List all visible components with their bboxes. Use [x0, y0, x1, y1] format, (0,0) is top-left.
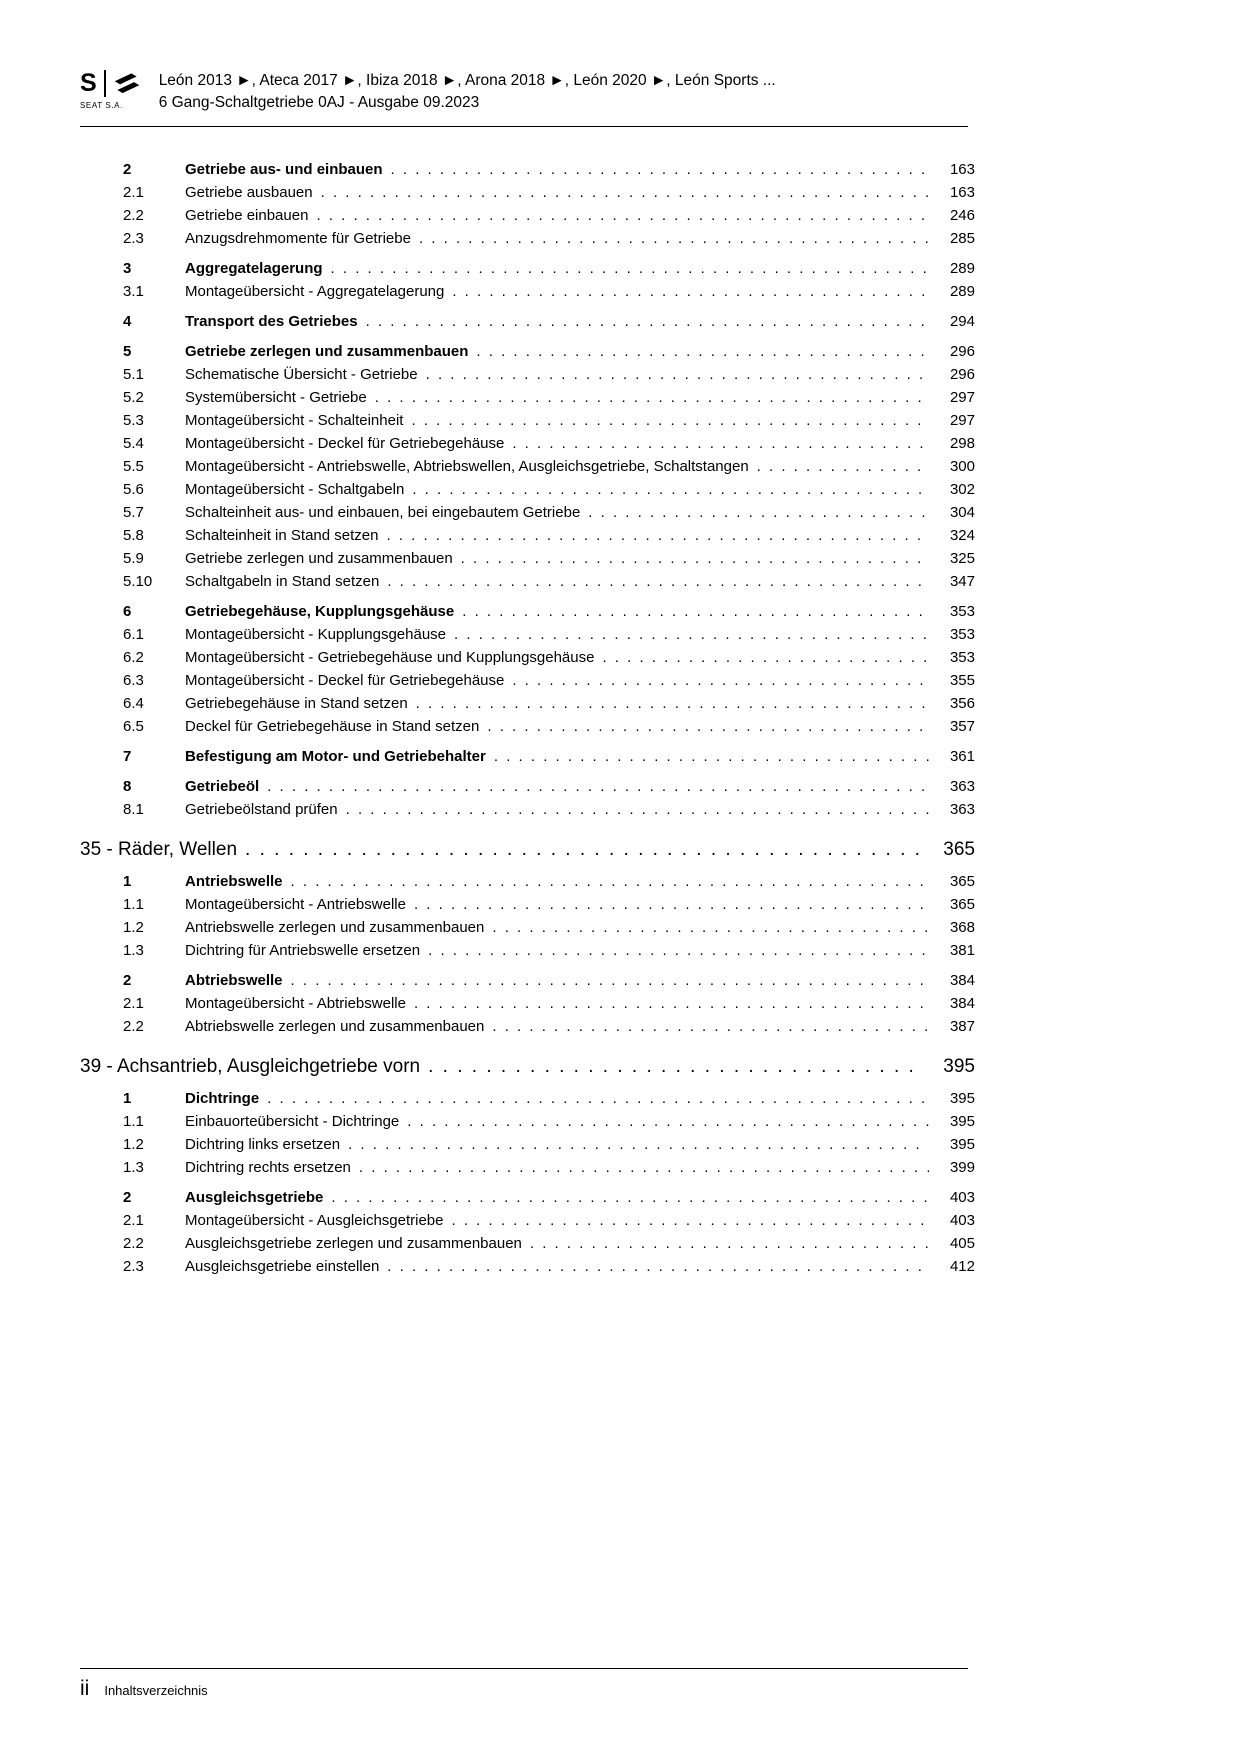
- toc-entry[interactable]: [80, 1156, 975, 1179]
- toc-entry-label: Dichtring rechts ersetzen: [185, 1159, 351, 1176]
- toc-entry-number: 2.1: [123, 1212, 144, 1229]
- toc-entry-page: 294: [949, 313, 975, 330]
- toc-leader-dots: [412, 478, 929, 501]
- toc-leader-dots: [419, 227, 929, 250]
- toc-leader-dots: [391, 158, 929, 181]
- toc-entry-number: 6: [123, 603, 132, 620]
- toc-entry[interactable]: [80, 1053, 975, 1080]
- toc-entry-label: Befestigung am Motor- und Getriebehalter: [185, 748, 486, 765]
- toc-entry[interactable]: [80, 227, 975, 250]
- toc-entry-label: Getriebeölstand prüfen: [185, 801, 338, 818]
- toc-entry-number: 2: [123, 1189, 132, 1206]
- toc-entry-page: 403: [949, 1189, 975, 1206]
- toc-entry-page: 300: [949, 458, 975, 475]
- toc-entry-label: Montageübersicht - Schaltgabeln: [185, 481, 405, 498]
- toc-entry-label: Getriebegehäuse in Stand setzen: [185, 695, 408, 712]
- toc-entry-number: 2.3: [123, 1258, 144, 1275]
- toc-entry-label: Schematische Übersicht - Getriebe: [185, 366, 418, 383]
- toc-entry-page: 395: [949, 1113, 975, 1130]
- toc-entry-page: 298: [949, 435, 975, 452]
- toc-entry-label: Schalteinheit in Stand setzen: [185, 527, 379, 544]
- toc-entry-label: Transport des Getriebes: [185, 313, 358, 330]
- toc-entry-number: 8.1: [123, 801, 144, 818]
- toc-entry-page: 353: [949, 626, 975, 643]
- toc-entry-page: 285: [949, 230, 975, 247]
- toc-entry-page: 395: [943, 1056, 975, 1077]
- toc-entry-page: 296: [949, 343, 975, 360]
- toc-entry-label: Montageübersicht - Deckel für Getriebegehäuse: [185, 672, 505, 689]
- toc-entry-number: 5.1: [123, 366, 144, 383]
- toc-entry-number: 5.5: [123, 458, 144, 475]
- toc-entry-page: 357: [949, 718, 975, 735]
- toc-entry-label: Getriebeöl: [185, 778, 260, 795]
- toc-entry-page: 353: [949, 649, 975, 666]
- toc-entry-page: 361: [949, 748, 975, 765]
- toc-entry-label: Deckel für Getriebegehäuse in Stand setzen: [185, 718, 480, 735]
- toc-entry[interactable]: [80, 501, 975, 524]
- toc-entry[interactable]: [80, 310, 975, 333]
- toc-entry-number: 1.2: [123, 1136, 144, 1153]
- brand-name: SEAT S.A.: [80, 101, 123, 110]
- toc-leader-dots: [267, 1087, 929, 1110]
- toc-entry-number: 5.6: [123, 481, 144, 498]
- toc-leader-dots: [359, 1156, 929, 1179]
- toc-entry[interactable]: [80, 455, 975, 478]
- toc-entry-page: 412: [949, 1258, 975, 1275]
- toc-entry-label: Getriebe einbauen: [185, 207, 309, 224]
- toc-entry-number: 5.10: [123, 573, 153, 590]
- toc-entry-number: 5.8: [123, 527, 144, 544]
- toc-entry-number: 8: [123, 778, 132, 795]
- toc-entry-label: Abtriebswelle: [185, 972, 283, 989]
- toc-entry-number: 2.1: [123, 995, 144, 1012]
- toc-entry-page: 355: [949, 672, 975, 689]
- toc-leader-dots: [387, 1255, 929, 1278]
- toc-leader-dots: [386, 524, 929, 547]
- toc-entry-number: 2: [123, 161, 132, 178]
- toc-entry[interactable]: [80, 623, 975, 646]
- toc-entry[interactable]: [80, 1232, 975, 1255]
- toc-entry[interactable]: [80, 1110, 975, 1133]
- toc-entry-page: 296: [949, 366, 975, 383]
- toc-entry[interactable]: [80, 340, 975, 363]
- toc-entry-number: 1: [123, 1090, 132, 1107]
- toc-entry-page: 395: [949, 1090, 975, 1107]
- toc-entry-number: 5.9: [123, 550, 144, 567]
- toc-entry-label: Getriebe ausbauen: [185, 184, 313, 201]
- toc-entry[interactable]: [80, 1186, 975, 1209]
- toc-entry-page: 304: [949, 504, 975, 521]
- toc-entry-page: 403: [949, 1212, 975, 1229]
- toc-entry[interactable]: [80, 478, 975, 501]
- toc-entry[interactable]: [80, 1209, 975, 1232]
- toc-leader-dots: [416, 692, 929, 715]
- toc-entry[interactable]: [80, 204, 975, 227]
- toc-leader-dots: [346, 798, 929, 821]
- toc-entry-number: 5.3: [123, 412, 144, 429]
- toc-entry[interactable]: [80, 363, 975, 386]
- toc-entry[interactable]: [80, 775, 975, 798]
- toc-leader-dots: [348, 1133, 929, 1156]
- toc-leader-dots: [492, 916, 929, 939]
- toc-entry-label: Getriebe zerlegen und zusammenbauen: [185, 550, 453, 567]
- toc-entry-label: Montageübersicht - Antriebswelle, Abtriebswellen, Ausgleichsgetriebe, Schaltstangen: [185, 458, 749, 475]
- toc-entry-page: 356: [949, 695, 975, 712]
- toc-entry[interactable]: [80, 916, 975, 939]
- toc-entry-page: 384: [949, 972, 975, 989]
- toc-leader-dots: [414, 893, 929, 916]
- toc-entry-number: 2.3: [123, 230, 144, 247]
- toc-entry-page: 381: [949, 942, 975, 959]
- toc-entry-number: 2.1: [123, 184, 144, 201]
- model-list: León 2013 ►, Ateca 2017 ►, Ibiza 2018 ►, Arona 2018 ►, León 2020 ►, León Sports ...: [158, 72, 776, 89]
- toc-leader-dots: [462, 600, 929, 623]
- toc-entry-page: 365: [949, 873, 975, 890]
- toc-entry-page: 297: [949, 412, 975, 429]
- toc-leader-dots: [375, 386, 929, 409]
- seat-emblem-icon: [113, 71, 141, 95]
- toc-entry-page: 365: [949, 896, 975, 913]
- toc-leader-dots: [245, 836, 921, 863]
- toc-entry-label: Dichtring für Antriebswelle ersetzen: [185, 942, 421, 959]
- toc-entry-number: 2: [123, 972, 132, 989]
- toc-entry-number: 1.2: [123, 919, 144, 936]
- toc-entry-page: 289: [949, 283, 975, 300]
- toc-entry[interactable]: [80, 715, 975, 738]
- toc-entry-page: 363: [949, 801, 975, 818]
- toc-entry[interactable]: [80, 524, 975, 547]
- toc-entry-number: 2.2: [123, 1018, 144, 1035]
- toc-entry-page: 324: [949, 527, 975, 544]
- toc-entry-number: 4: [123, 313, 132, 330]
- toc-leader-dots: [411, 409, 929, 432]
- toc-entry[interactable]: [80, 570, 975, 593]
- toc-entry-label: Montageübersicht - Aggregatelagerung: [185, 283, 445, 300]
- toc-entry[interactable]: [80, 432, 975, 455]
- toc-entry[interactable]: [80, 280, 975, 303]
- toc-entry-page: 302: [949, 481, 975, 498]
- toc-entry-page: 405: [949, 1235, 975, 1252]
- toc-entry-label: Montageübersicht - Schalteinheit: [185, 412, 404, 429]
- toc-entry-page: 395: [949, 1136, 975, 1153]
- toc-entry[interactable]: [80, 1015, 975, 1038]
- toc-entry-label: Dichtring links ersetzen: [185, 1136, 341, 1153]
- document-title: 6 Gang-Schaltgetriebe 0AJ - Ausgabe 09.2023: [158, 94, 480, 111]
- toc-leader-dots: [428, 939, 929, 962]
- toc-entry[interactable]: [80, 257, 975, 280]
- toc-entry[interactable]: [80, 1255, 975, 1278]
- toc-leader-dots: [291, 870, 929, 893]
- toc-entry-number: 6.3: [123, 672, 144, 689]
- toc-entry-number: 6.5: [123, 718, 144, 735]
- toc-entry-label: Montageübersicht - Abtriebswelle: [185, 995, 406, 1012]
- toc-entry-number: 1.3: [123, 1159, 144, 1176]
- toc-entry-number: 3: [123, 260, 132, 277]
- seat-logo-letter: S: [80, 68, 97, 97]
- toc-entry[interactable]: [80, 409, 975, 432]
- toc-entry[interactable]: [80, 386, 975, 409]
- toc-leader-dots: [428, 1053, 921, 1080]
- toc-entry-page: 163: [949, 161, 975, 178]
- toc-entry-number: 2.2: [123, 207, 144, 224]
- toc-entry-number: 6.2: [123, 649, 144, 666]
- toc-leader-dots: [452, 280, 929, 303]
- seat-logo: [80, 68, 141, 110]
- logo-divider: [104, 70, 106, 97]
- toc-entry[interactable]: [80, 669, 975, 692]
- toc-entry-label: Antriebswelle zerlegen und zusammenbauen: [185, 919, 485, 936]
- toc-entry-label: Systemübersicht - Getriebe: [185, 389, 367, 406]
- toc-entry-number: 6.4: [123, 695, 144, 712]
- toc-entry-number: 1.1: [123, 896, 144, 913]
- toc-entry-page: 325: [949, 550, 975, 567]
- toc-leader-dots: [414, 992, 929, 1015]
- toc-leader-dots: [602, 646, 929, 669]
- toc-entry-page: 289: [949, 260, 975, 277]
- toc-entry[interactable]: [80, 992, 975, 1015]
- toc-entry[interactable]: [80, 600, 975, 623]
- toc-entry-label: Getriebegehäuse, Kupplungsgehäuse: [185, 603, 455, 620]
- toc-entry-label: Dichtringe: [185, 1090, 260, 1107]
- toc-entry-label: Anzugsdrehmomente für Getriebe: [185, 230, 411, 247]
- toc-leader-dots: [331, 257, 929, 280]
- toc-entry[interactable]: [80, 692, 975, 715]
- toc-entry[interactable]: [80, 158, 975, 181]
- toc-leader-dots: [426, 363, 929, 386]
- toc-leader-dots: [321, 181, 929, 204]
- toc: [80, 158, 975, 1278]
- toc-entry-number: 1.1: [123, 1113, 144, 1130]
- toc-entry[interactable]: [80, 939, 975, 962]
- toc-leader-dots: [588, 501, 929, 524]
- toc-leader-dots: [366, 310, 929, 333]
- toc-leader-dots: [512, 669, 929, 692]
- toc-entry-label: Montageübersicht - Getriebegehäuse und Kupplungsgehäuse: [185, 649, 595, 666]
- toc-entry-page: 163: [949, 184, 975, 201]
- toc-leader-dots: [267, 775, 929, 798]
- toc-entry-label: Antriebswelle: [185, 873, 283, 890]
- toc-entry-number: 5.4: [123, 435, 144, 452]
- toc-entry-label: Ausgleichsgetriebe zerlegen und zusammenbauen: [185, 1235, 522, 1252]
- toc-entry-label: Schaltgabeln in Stand setzen: [185, 573, 380, 590]
- toc-entry[interactable]: [80, 1133, 975, 1156]
- page-header: [80, 68, 970, 114]
- toc-entry-page: 368: [949, 919, 975, 936]
- toc-entry-label: Montageübersicht - Kupplungsgehäuse: [185, 626, 447, 643]
- toc-leader-dots: [331, 1186, 929, 1209]
- page-footer: [80, 1668, 968, 1699]
- toc-entry[interactable]: [80, 646, 975, 669]
- toc-entry-page: 365: [943, 839, 975, 860]
- toc-entry-label: Montageübersicht - Ausgleichsgetriebe: [185, 1212, 444, 1229]
- toc-entry-label: Schalteinheit aus- und einbauen, bei eingebautem Getriebe: [185, 504, 581, 521]
- toc-entry-page: 347: [949, 573, 975, 590]
- footer-page-number: ii: [80, 1677, 90, 1700]
- toc-leader-dots: [492, 1015, 929, 1038]
- toc-entry-label: Ausgleichsgetriebe: [185, 1189, 324, 1206]
- toc-entry-page: 387: [949, 1018, 975, 1035]
- toc-leader-dots: [494, 745, 929, 768]
- toc-entry-page: 246: [949, 207, 975, 224]
- toc-entry-number: 7: [123, 748, 132, 765]
- toc-entry-label: Montageübersicht - Antriebswelle: [185, 896, 406, 913]
- toc-leader-dots: [407, 1110, 929, 1133]
- toc-entry-page: 363: [949, 778, 975, 795]
- toc-entry[interactable]: [80, 1087, 975, 1110]
- header-text: [159, 68, 776, 114]
- toc-leader-dots: [530, 1232, 929, 1255]
- toc-entry[interactable]: [80, 893, 975, 916]
- toc-entry-number: 5: [123, 343, 132, 360]
- toc-leader-dots: [476, 340, 929, 363]
- toc-entry-number: 5.2: [123, 389, 144, 406]
- toc-entry-label: Ausgleichsgetriebe einstellen: [185, 1258, 380, 1275]
- toc-entry-label: Montageübersicht - Deckel für Getriebegehäuse: [185, 435, 505, 452]
- toc-leader-dots: [452, 1209, 930, 1232]
- toc-entry-label: Einbauorteübersicht - Dichtringe: [185, 1113, 400, 1130]
- toc-entry-number: 3.1: [123, 283, 144, 300]
- toc-entry-label: 39 - Achsantrieb, Ausgleichgetriebe vorn: [80, 1056, 421, 1077]
- header-divider-line: [80, 126, 968, 127]
- toc-entry[interactable]: [80, 181, 975, 204]
- toc-entry[interactable]: [80, 798, 975, 821]
- toc-entry-number: 1.3: [123, 942, 144, 959]
- toc-leader-dots: [291, 969, 929, 992]
- toc-leader-dots: [387, 570, 929, 593]
- toc-leader-dots: [316, 204, 929, 227]
- toc-entry-number: 1: [123, 873, 132, 890]
- toc-entry[interactable]: [80, 745, 975, 768]
- toc-entry-label: Getriebe zerlegen und zusammenbauen: [185, 343, 469, 360]
- toc-entry-page: 399: [949, 1159, 975, 1176]
- toc-entry-number: 5.7: [123, 504, 144, 521]
- toc-entry-number: 6.1: [123, 626, 144, 643]
- toc-entry[interactable]: [80, 870, 975, 893]
- footer-label: Inhaltsverzeichnis: [104, 1683, 208, 1698]
- toc-entry-label: Abtriebswelle zerlegen und zusammenbauen: [185, 1018, 485, 1035]
- toc-leader-dots: [512, 432, 929, 455]
- toc-leader-dots: [461, 547, 929, 570]
- toc-entry[interactable]: [80, 969, 975, 992]
- toc-entry-label: 35 - Räder, Wellen: [80, 839, 238, 860]
- toc-leader-dots: [454, 623, 929, 646]
- toc-entry-number: 2.2: [123, 1235, 144, 1252]
- toc-entry-label: Aggregatelagerung: [185, 260, 323, 277]
- toc-leader-dots: [487, 715, 929, 738]
- toc-entry-label: Getriebe aus- und einbauen: [185, 161, 383, 178]
- toc-entry-page: 384: [949, 995, 975, 1012]
- toc-entry-page: 297: [949, 389, 975, 406]
- toc-entry[interactable]: [80, 836, 975, 863]
- toc-entry-page: 353: [949, 603, 975, 620]
- toc-entry[interactable]: [80, 547, 975, 570]
- toc-leader-dots: [757, 455, 929, 478]
